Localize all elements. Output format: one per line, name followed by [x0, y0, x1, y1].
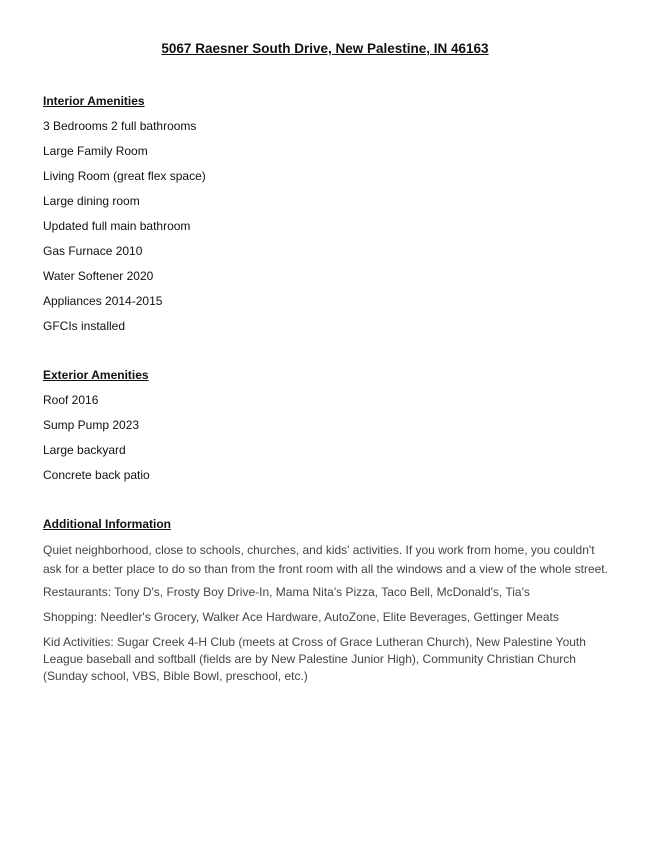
list-item: 3 Bedrooms 2 full bathrooms	[43, 119, 197, 133]
list-item: Gas Furnace 2010	[43, 244, 143, 258]
list-item: Updated full main bathroom	[43, 219, 191, 233]
list-item: Sump Pump 2023	[43, 418, 140, 432]
list-item: Large backyard	[43, 443, 126, 457]
list-item: GFCIs installed	[43, 319, 126, 333]
kid-activities-paragraph: Kid Activities: Sugar Creek 4-H Club (meets at Cross of Grace Lutheran Church), New Palestine Youth League baseball and softball (fields are by New Palestine Junior High), Community Christian Church (Sunday school, VBS, Bible Bowl, preschool, etc.)	[43, 635, 586, 683]
exterior-amenities-section	[43, 367, 613, 492]
list-item: Appliances 2014-2015	[43, 294, 163, 308]
list-item: Concrete back patio	[43, 468, 150, 482]
interior-amenities-section	[43, 93, 613, 343]
list-item: Living Room (great flex space)	[43, 169, 206, 183]
list-item: Large dining room	[43, 194, 140, 208]
interior-amenities-heading: Interior Amenities	[43, 94, 145, 108]
shopping-paragraph: Shopping: Needler's Grocery, Walker Ace Hardware, AutoZone, Elite Beverages, Gettinger Meats	[43, 610, 559, 624]
additional-information-heading: Additional Information	[43, 517, 171, 531]
page-title: 5067 Raesner South Drive, New Palestine, IN 46163	[161, 41, 489, 56]
additional-information-section	[43, 516, 613, 691]
neighborhood-paragraph: Quiet neighborhood, close to schools, churches, and kids' activities. If you work from home, you couldn't ask for a better place to do so than from the front room with all the windows and a view of the whole street.	[43, 543, 608, 576]
list-item: Roof 2016	[43, 393, 99, 407]
list-item: Large Family Room	[43, 144, 148, 158]
exterior-amenities-heading: Exterior Amenities	[43, 368, 149, 382]
restaurants-paragraph: Restaurants: Tony D's, Frosty Boy Drive-In, Mama Nita's Pizza, Taco Bell, McDonald's, Tia's	[43, 585, 530, 599]
list-item: Water Softener 2020	[43, 269, 154, 283]
